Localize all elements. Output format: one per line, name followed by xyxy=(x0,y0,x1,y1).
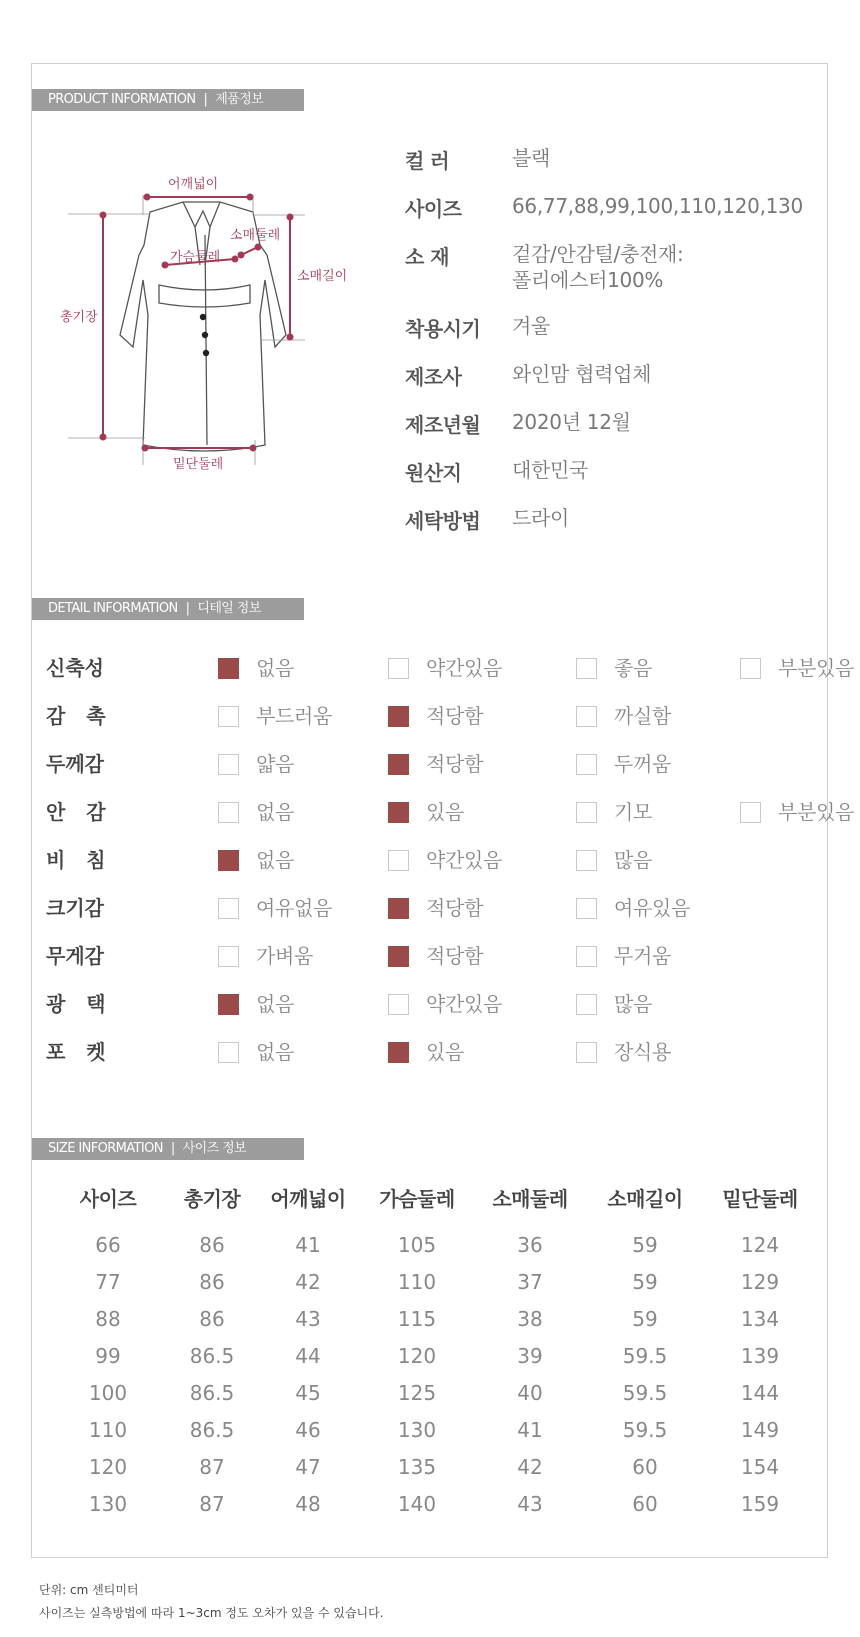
checkbox-checked xyxy=(218,850,239,871)
product-info-label: 세탁방법 xyxy=(405,509,481,533)
size-table-column-header: 가슴둘레 xyxy=(379,1187,455,1211)
size-table-cell: 48 xyxy=(295,1492,321,1516)
size-table-column-header: 어깨넓이 xyxy=(270,1187,346,1211)
size-table-cell: 37 xyxy=(517,1270,543,1294)
diagram-label-shoulder: 어깨넓이 xyxy=(168,177,219,192)
detail-option-label: 적당함 xyxy=(426,704,484,728)
detail-row xyxy=(46,749,826,779)
size-table-cell: 130 xyxy=(397,1418,437,1442)
detail-info-title-en: DETAIL INFORMATION xyxy=(48,601,178,616)
size-table-cell: 43 xyxy=(517,1492,543,1516)
detail-option-label: 여유없음 xyxy=(256,896,333,920)
detail-option-label: 기모 xyxy=(614,800,653,824)
detail-row-label: 안 감 xyxy=(46,800,106,824)
detail-row xyxy=(46,941,826,971)
size-table-cell: 46 xyxy=(295,1418,321,1442)
size-table-cell: 86 xyxy=(199,1270,225,1294)
size-table-cell: 144 xyxy=(740,1381,780,1405)
checkbox-unchecked xyxy=(576,994,597,1015)
detail-option-label: 적당함 xyxy=(426,752,484,776)
detail-option-label: 없음 xyxy=(256,800,295,824)
size-table-row xyxy=(0,1267,860,1297)
size-table-cell: 59 xyxy=(632,1307,658,1331)
detail-row-label: 크기감 xyxy=(46,896,104,920)
checkbox-checked xyxy=(218,658,239,679)
detail-option-label: 없음 xyxy=(256,1040,295,1064)
size-table-row xyxy=(0,1230,860,1260)
product-info-value: 2020년 12월 xyxy=(512,410,631,434)
coat-measurement-diagram xyxy=(55,175,365,485)
diagram-label-sleeve-round: 소매둘레 xyxy=(230,228,281,243)
size-table-column-header: 총기장 xyxy=(183,1187,241,1211)
coat-collar xyxy=(183,202,220,227)
size-table-cell: 159 xyxy=(740,1492,780,1516)
detail-row xyxy=(46,701,826,731)
size-table-row xyxy=(0,1452,860,1482)
size-table-cell: 110 xyxy=(397,1270,437,1294)
detail-option-label: 있음 xyxy=(426,1040,465,1064)
size-table-cell: 154 xyxy=(740,1455,780,1479)
detail-option-label: 없음 xyxy=(256,656,295,680)
size-table-row xyxy=(0,1415,860,1445)
detail-info-title-ko: 디테일 정보 xyxy=(197,601,261,616)
product-info-label: 컬 러 xyxy=(405,149,450,173)
checkbox-checked xyxy=(218,994,239,1015)
checkbox-unchecked xyxy=(576,1042,597,1063)
detail-row xyxy=(46,845,826,875)
checkbox-unchecked xyxy=(218,1042,239,1063)
detail-row-label: 광 택 xyxy=(46,992,106,1016)
detail-option-label: 없음 xyxy=(256,992,295,1016)
product-info-title-ko: 제품정보 xyxy=(215,92,264,107)
size-table-row xyxy=(0,1304,860,1334)
size-table-cell: 86 xyxy=(199,1307,225,1331)
checkbox-unchecked xyxy=(218,754,239,775)
detail-option-label: 부드러움 xyxy=(256,704,333,728)
checkbox-unchecked xyxy=(740,802,761,823)
detail-option-label: 좋음 xyxy=(614,656,653,680)
product-info-label: 사이즈 xyxy=(405,197,462,221)
detail-option-label: 두꺼움 xyxy=(614,752,672,776)
product-info-value: 겉감/안감털/충전재: 폴리에스터100% xyxy=(512,242,684,292)
detail-option-label: 까실함 xyxy=(614,704,672,728)
detail-option-label: 부분있음 xyxy=(778,656,855,680)
size-table-cell: 149 xyxy=(740,1418,780,1442)
detail-row xyxy=(46,653,855,683)
size-table-cell: 140 xyxy=(397,1492,437,1516)
detail-row xyxy=(46,797,855,827)
product-info-value: 와인맘 협력업체 xyxy=(512,362,652,386)
size-table-row xyxy=(0,1489,860,1519)
product-info-label: 제조년월 xyxy=(405,413,481,437)
size-table-cell: 60 xyxy=(632,1492,658,1516)
detail-option-label: 적당함 xyxy=(426,944,484,968)
size-table-cell: 86.5 xyxy=(189,1418,235,1442)
size-table-cell: 39 xyxy=(517,1344,543,1368)
size-table-cell: 38 xyxy=(517,1307,543,1331)
checkbox-checked xyxy=(388,898,409,919)
detail-option-label: 약간있음 xyxy=(426,848,503,872)
checkbox-unchecked xyxy=(740,658,761,679)
detail-option-label: 장식용 xyxy=(614,1040,672,1064)
size-table-cell: 42 xyxy=(295,1270,321,1294)
unit-note: 단위: cm 센티미터 xyxy=(39,1583,139,1597)
size-table-cell: 45 xyxy=(295,1381,321,1405)
size-table-cell: 59.5 xyxy=(622,1344,668,1368)
checkbox-checked xyxy=(388,946,409,967)
detail-info-header xyxy=(32,598,304,620)
product-info-title-en: PRODUCT INFORMATION xyxy=(48,92,196,107)
size-table-cell: 59.5 xyxy=(622,1418,668,1442)
checkbox-unchecked xyxy=(218,898,239,919)
product-info-label: 제조사 xyxy=(405,365,462,389)
size-table-cell: 88 xyxy=(95,1307,121,1331)
size-table-column-header: 소매둘레 xyxy=(492,1187,568,1211)
size-table-cell: 86.5 xyxy=(189,1381,235,1405)
size-table-cell: 105 xyxy=(397,1233,437,1257)
coat-button xyxy=(203,350,209,356)
detail-option-label: 약간있음 xyxy=(426,656,503,680)
checkbox-unchecked xyxy=(576,946,597,967)
detail-row-label: 감 촉 xyxy=(46,704,106,728)
detail-row-label: 신축성 xyxy=(46,656,104,680)
size-table-column-header: 사이즈 xyxy=(79,1187,137,1211)
product-info-label: 원산지 xyxy=(405,461,462,485)
detail-option-label: 있음 xyxy=(426,800,465,824)
detail-option-label: 무거움 xyxy=(614,944,672,968)
checkbox-unchecked xyxy=(218,802,239,823)
diagram-label-chest: 가슴둘레 xyxy=(170,250,221,265)
size-table-cell: 77 xyxy=(95,1270,121,1294)
detail-row-label: 비 침 xyxy=(46,848,106,872)
size-table-header xyxy=(0,1184,860,1214)
diagram-label-total-length: 총기장 xyxy=(60,310,98,325)
size-table-cell: 124 xyxy=(740,1233,780,1257)
detail-option-label: 부분있음 xyxy=(778,800,855,824)
size-table-cell: 120 xyxy=(88,1455,128,1479)
size-table-cell: 36 xyxy=(517,1233,543,1257)
coat-button xyxy=(202,332,208,338)
detail-row xyxy=(46,1037,826,1067)
product-info-value: 대한민국 xyxy=(512,458,589,482)
size-table-cell: 66 xyxy=(95,1233,121,1257)
size-table-cell: 130 xyxy=(88,1492,128,1516)
size-table-cell: 110 xyxy=(88,1418,128,1442)
size-table-column-header: 밑단둘레 xyxy=(722,1187,798,1211)
size-table-row xyxy=(0,1341,860,1371)
product-info-value: 블랙 xyxy=(512,146,551,170)
detail-option-label: 많음 xyxy=(614,992,653,1016)
size-table-cell: 59 xyxy=(632,1270,658,1294)
detail-row xyxy=(46,989,826,1019)
size-table-cell: 59 xyxy=(632,1233,658,1257)
header-separator: | xyxy=(203,92,208,107)
checkbox-unchecked xyxy=(576,754,597,775)
detail-option-label: 여유있음 xyxy=(614,896,691,920)
size-table-cell: 43 xyxy=(295,1307,321,1331)
size-table-cell: 87 xyxy=(199,1492,225,1516)
checkbox-checked xyxy=(388,1042,409,1063)
size-table-cell: 41 xyxy=(517,1418,543,1442)
diagram-label-sleeve-length: 소매길이 xyxy=(297,269,348,284)
header-separator: | xyxy=(185,601,190,616)
size-table-row xyxy=(0,1378,860,1408)
checkbox-unchecked xyxy=(218,946,239,967)
checkbox-unchecked xyxy=(576,706,597,727)
size-table-cell: 120 xyxy=(397,1344,437,1368)
size-table-cell: 44 xyxy=(295,1344,321,1368)
product-info-value: 드라이 xyxy=(512,506,570,530)
size-table-column-header: 소매길이 xyxy=(607,1187,683,1211)
checkbox-unchecked xyxy=(576,658,597,679)
size-table-cell: 47 xyxy=(295,1455,321,1479)
size-table-cell: 135 xyxy=(397,1455,437,1479)
detail-option-label: 얇음 xyxy=(256,752,295,776)
size-table-cell: 59.5 xyxy=(622,1381,668,1405)
coat-button xyxy=(200,314,206,320)
checkbox-unchecked xyxy=(218,706,239,727)
detail-row-label: 무게감 xyxy=(46,944,104,968)
size-info-header xyxy=(32,1138,304,1160)
size-table-cell: 60 xyxy=(632,1455,658,1479)
size-table-cell: 134 xyxy=(740,1307,780,1331)
detail-row xyxy=(46,893,826,923)
product-info-value: 66,77,88,99,100,110,120,130 xyxy=(512,194,803,218)
detail-row-label: 포 켓 xyxy=(46,1040,106,1064)
checkbox-checked xyxy=(388,802,409,823)
header-separator: | xyxy=(170,1141,175,1156)
checkbox-unchecked xyxy=(388,658,409,679)
diagram-label-hem: 밑단둘레 xyxy=(173,457,224,472)
checkbox-unchecked xyxy=(388,994,409,1015)
checkbox-unchecked xyxy=(388,850,409,871)
size-table-cell: 125 xyxy=(397,1381,437,1405)
product-info-header xyxy=(32,89,304,111)
coat-belt xyxy=(159,285,250,307)
size-table-cell: 99 xyxy=(95,1344,121,1368)
size-table-cell: 42 xyxy=(517,1455,543,1479)
checkbox-unchecked xyxy=(576,802,597,823)
size-table-cell: 129 xyxy=(740,1270,780,1294)
size-table-cell: 41 xyxy=(295,1233,321,1257)
tolerance-note: 사이즈는 실측방법에 따라 1~3cm 정도 오차가 있을 수 있습니다. xyxy=(39,1606,384,1620)
checkbox-unchecked xyxy=(576,898,597,919)
size-table-cell: 40 xyxy=(517,1381,543,1405)
product-info-label: 착용시기 xyxy=(405,317,481,341)
size-table-cell: 100 xyxy=(88,1381,128,1405)
size-table-cell: 86.5 xyxy=(189,1344,235,1368)
detail-option-label: 많음 xyxy=(614,848,653,872)
product-info-label: 소 재 xyxy=(405,245,450,269)
size-info-title-ko: 사이즈 정보 xyxy=(182,1141,246,1156)
checkbox-unchecked xyxy=(576,850,597,871)
size-info-title-en: SIZE INFORMATION xyxy=(48,1141,163,1156)
detail-option-label: 약간있음 xyxy=(426,992,503,1016)
checkbox-checked xyxy=(388,754,409,775)
size-table-cell: 86 xyxy=(199,1233,225,1257)
size-table-cell: 115 xyxy=(397,1307,437,1331)
checkbox-checked xyxy=(388,706,409,727)
detail-option-label: 없음 xyxy=(256,848,295,872)
product-info-value: 겨울 xyxy=(512,314,551,338)
detail-row-label: 두께감 xyxy=(46,752,104,776)
detail-option-label: 적당함 xyxy=(426,896,484,920)
size-table-cell: 139 xyxy=(740,1344,780,1368)
size-table-cell: 87 xyxy=(199,1455,225,1479)
detail-option-label: 가벼움 xyxy=(256,944,314,968)
